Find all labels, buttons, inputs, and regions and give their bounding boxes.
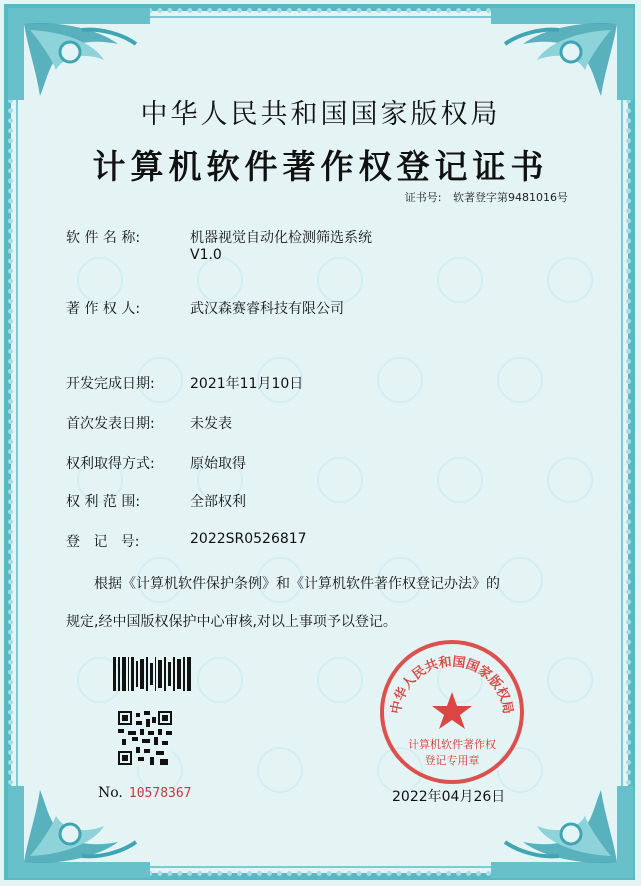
field-label: 著 作 权 人: xyxy=(66,301,141,317)
field-value: 未发表 xyxy=(190,416,232,432)
issue-date: 2022年04月26日 xyxy=(392,789,506,805)
field-software-name xyxy=(66,227,372,263)
seal-line-1: 计算机软件著作权 xyxy=(408,738,496,751)
field-value: 2021年11月10日 xyxy=(190,376,304,392)
certificate-number-value: 软著登字第9481016号 xyxy=(453,191,568,204)
barcode xyxy=(113,657,191,691)
serial-value: 10578367 xyxy=(128,786,192,801)
field-value: 武汉森赛睿科技有限公司 xyxy=(190,301,344,317)
seal-line-2: 登记专用章 xyxy=(424,754,480,767)
field-label: 开发完成日期: xyxy=(66,376,155,392)
field-registration-number xyxy=(66,531,307,551)
serial-number xyxy=(98,785,192,801)
official-seal xyxy=(378,638,526,786)
field-label: 登 记 号: xyxy=(66,534,140,550)
statement-line-1: 根据《计算机软件保护条例》和《计算机软件著作权登记办法》的 xyxy=(94,576,500,592)
field-value-block xyxy=(190,227,372,263)
corner-ornament-top-left xyxy=(0,0,150,100)
field-acquisition-method xyxy=(66,453,246,473)
field-value: 2022SR0526817 xyxy=(190,531,307,547)
field-value: 原始取得 xyxy=(190,456,246,472)
qr-code xyxy=(118,711,172,765)
field-label: 首次发表日期: xyxy=(66,416,155,432)
field-label: 软 件 名 称: xyxy=(66,230,141,246)
seal-arc-text: 中华人民共和国国家版权局 xyxy=(388,654,516,716)
serial-label: No. xyxy=(98,785,123,801)
field-publication-date xyxy=(66,413,232,433)
issuing-authority: 中华人民共和国国家版权局 xyxy=(140,99,501,130)
field-completion-date xyxy=(66,373,303,393)
certificate-number xyxy=(405,189,568,205)
corner-ornament-bottom-right xyxy=(491,786,641,886)
statement-paragraph xyxy=(66,565,586,641)
corner-ornament-bottom-left xyxy=(0,786,150,886)
field-value: 机器视觉自动化检测筛选系统 xyxy=(190,230,372,246)
certificate-title: 计算机软件著作权登记证书 xyxy=(92,147,549,186)
field-label: 权利取得方式: xyxy=(66,456,155,472)
field-label: 权 利 范 围: xyxy=(66,494,141,510)
statement-line-2: 规定,经中国版权保护中心审核,对以上事项予以登记。 xyxy=(66,614,397,630)
field-value: 全部权利 xyxy=(190,494,246,510)
certificate-number-label: 证书号: xyxy=(404,191,442,204)
field-value-version: V1.0 xyxy=(190,247,222,263)
corner-ornament-top-right xyxy=(491,0,641,100)
field-rights-scope xyxy=(66,491,246,511)
field-copyright-owner xyxy=(66,298,344,318)
